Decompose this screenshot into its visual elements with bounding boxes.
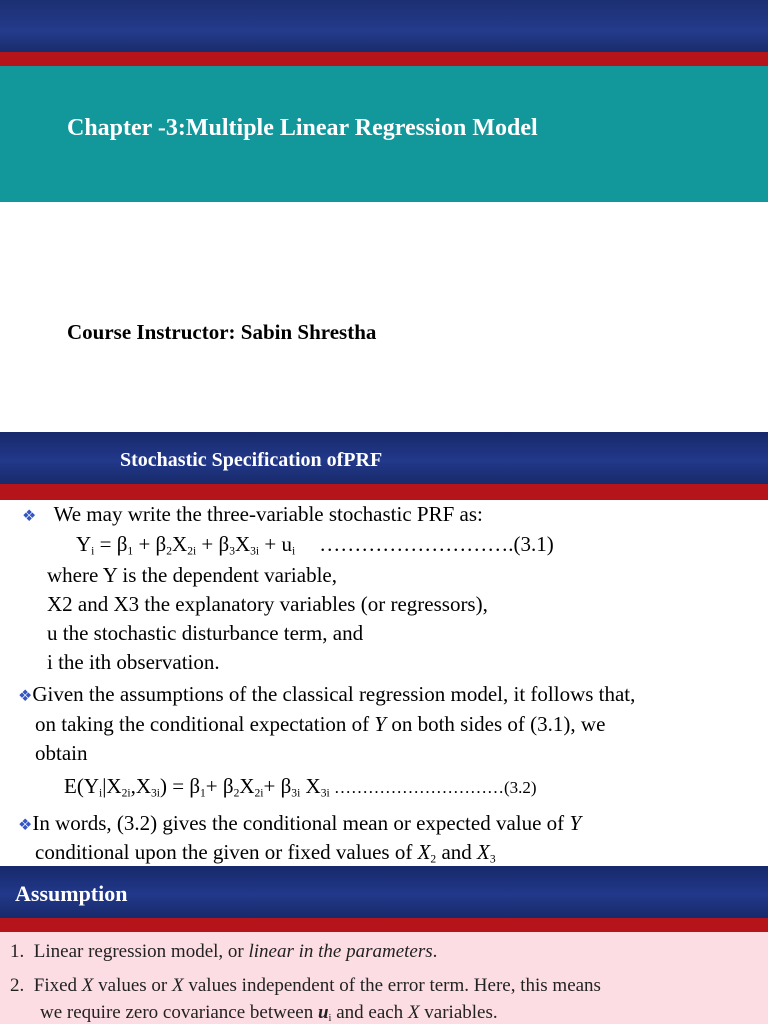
bullet-3-text: In words, (3.2) gives the conditional mean or expected value of <box>32 811 570 835</box>
text-run: conditional upon the given or fixed values of <box>35 840 418 864</box>
assumption-2-line-2: we require zero covariance between $u_i$ and each X variables. <box>40 1002 498 1024</box>
bullet-2-line-2 <box>35 712 605 736</box>
eq2-term: ,X <box>130 774 151 798</box>
eq2-term: ) = β <box>159 774 201 798</box>
text-run: X <box>477 840 490 864</box>
text-run: Linear regression model, or <box>33 941 249 962</box>
slide2-header-band <box>0 432 768 484</box>
where-line-4: i the ith observation. <box>47 650 220 674</box>
text-run: linear in the parameters <box>248 941 433 962</box>
eq2-term: + β <box>263 774 292 798</box>
bullet-3 <box>18 811 581 835</box>
eq1-term: + β <box>196 532 230 556</box>
eq2-term: X <box>239 774 255 798</box>
eq1-term: X <box>234 532 251 556</box>
text-run: X <box>407 1002 420 1023</box>
eq1-number: ……………………….(3.1) <box>319 532 554 556</box>
text-run: and <box>436 840 478 864</box>
eq1-term: Y <box>76 532 92 556</box>
text-run: we require zero covariance between <box>40 1002 318 1023</box>
slide1-header-band <box>0 0 768 52</box>
text-run: values independent of the error term. Here, this means <box>183 975 601 996</box>
text-run: u <box>317 1002 329 1023</box>
bullet-diamond-icon: ❖ <box>18 817 33 834</box>
eq1-term: + β <box>133 532 167 556</box>
assumption-2 <box>10 975 601 997</box>
text-run: Fixed <box>33 975 82 996</box>
bullet-1 <box>22 502 483 526</box>
slide1-title: Chapter -3:Multiple Linear Regression Model <box>67 115 538 141</box>
bullet-diamond-icon: ❖ <box>22 508 37 525</box>
bullet-2-text: Given the assumptions of the classical regression model, it follows that, <box>32 682 636 706</box>
bullet-2-line-3: obtain <box>35 741 88 765</box>
assumption-1 <box>10 941 437 963</box>
eq1-term: X <box>172 532 188 556</box>
list-number: 2. <box>10 975 25 996</box>
slide1-red-stripe <box>0 52 768 66</box>
text-run: X <box>172 975 184 996</box>
eq2-term: E(Y <box>64 774 99 798</box>
where-line-3: u the stochastic disturbance term, and <box>47 621 364 645</box>
slide2-title: Stochastic Specification ofPRF <box>120 449 383 471</box>
text-run: X <box>417 840 431 864</box>
text-run: variables. <box>419 1002 498 1023</box>
text-run: . <box>432 941 438 962</box>
eq2-term: |X <box>102 774 122 798</box>
text-run: values or <box>93 975 173 996</box>
bullet-2 <box>18 682 635 706</box>
text-run: on both sides of (3.1), we <box>386 712 606 736</box>
text-run: and each <box>331 1002 408 1023</box>
eq2-term: + β <box>205 774 234 798</box>
eq2-term: X <box>300 774 321 798</box>
where-line-1: where Y is the dependent variable, <box>47 563 337 587</box>
where-line-2: X2 and X3 the explanatory variables (or regressors), <box>47 592 488 616</box>
slide2-red-stripe <box>0 484 768 500</box>
eq1-term: + u <box>259 532 292 556</box>
bullet-1-text: We may write the three-variable stochastic PRF as: <box>53 502 483 526</box>
equation-3-2: $E(Y_i|X_{2i},X_{3i}) = \beta_1+ \beta_2X_{2i}+ \beta_{3i}$ $X_{3i}$ …………………………(3.2) <box>64 774 537 800</box>
list-number: 1. <box>10 941 25 962</box>
course-instructor: Course Instructor: Sabin Shrestha <box>67 320 377 344</box>
text-run: on taking the conditional expectation of <box>35 712 375 736</box>
equation-3-1: $Y_i = \beta_1 + \beta_2X_{2i} + \beta_3X_{3i} + u_i$ ……………………….(3.1) <box>76 532 554 558</box>
bullet-3-line-2: conditional upon the given or fixed values of $X_2$ and $X_3$ <box>35 840 496 866</box>
slide3-title: Assumption <box>15 881 128 906</box>
slide3-red-stripe <box>0 918 768 932</box>
text-run: X <box>81 975 94 996</box>
eq2-number: …………………………(3.2) <box>329 778 537 797</box>
eq1-term: = β <box>94 532 128 556</box>
text-run: Y <box>374 712 387 736</box>
bullet-diamond-icon: ❖ <box>18 688 33 705</box>
text-run: Y <box>569 811 582 835</box>
